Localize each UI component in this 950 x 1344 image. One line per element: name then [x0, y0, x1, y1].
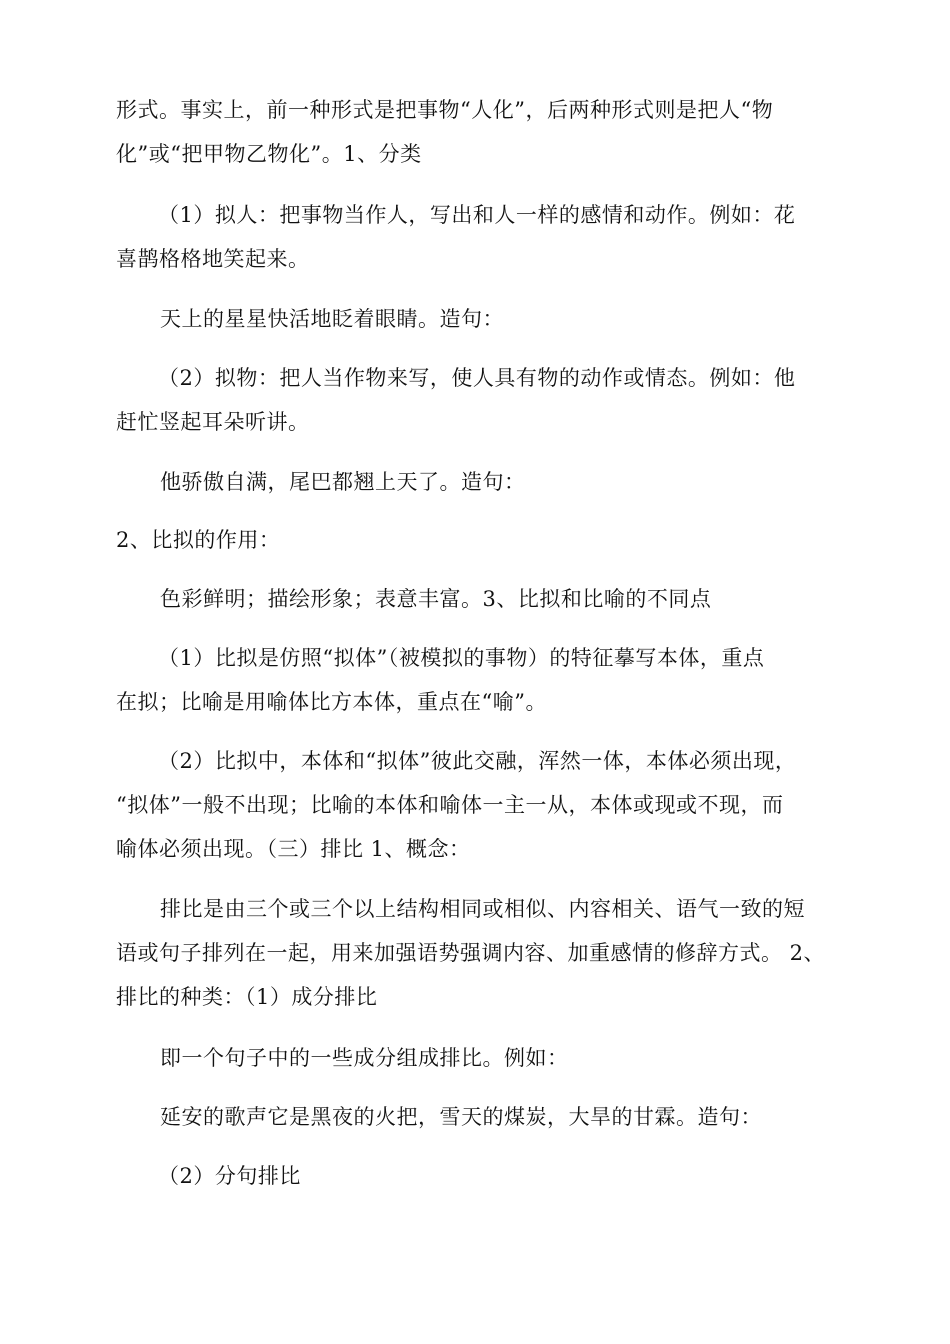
paragraph-1: [116, 88, 838, 176]
text-line: 化”或“把甲物乙物化”。1、分类: [116, 142, 422, 166]
text-line: 色彩鲜明；描绘形象；表意丰富。3、比拟和比喻的不同点: [160, 587, 712, 611]
text-line: 喜鹊格格地笑起来。: [116, 247, 310, 271]
paragraph-10: [116, 887, 838, 1019]
paragraph-3: [116, 297, 838, 341]
paragraph-6: [116, 518, 838, 562]
text-line: 即一个句子中的一些成分组成排比。例如：: [160, 1046, 569, 1070]
text-line: “拟体”一般不出现；比喻的本体和喻体一主一从，本体或现或不现，而: [116, 793, 784, 817]
text-line: 排比是由三个或三个以上结构相同或相似、内容相关、语气一致的短: [160, 897, 805, 921]
text-line: 赶忙竖起耳朵听讲。: [116, 410, 310, 434]
text-line: 天上的星星快活地眨着眼睛。造句：: [160, 307, 504, 331]
text-line: 形式。事实上，前一种形式是把事物“人化”，后两种形式则是把人“物: [116, 98, 774, 122]
text-line: 2、比拟的作用：: [116, 528, 281, 552]
paragraph-12: [116, 1095, 838, 1139]
paragraph-13: [116, 1154, 838, 1198]
paragraph-5: [116, 460, 838, 504]
text-line: （1）比拟是仿照“拟体”（被模拟的事物）的特征摹写本体，重点: [158, 646, 765, 670]
text-line: 他骄傲自满，尾巴都翘上天了。造句：: [160, 470, 526, 494]
paragraph-2: [116, 193, 838, 281]
text-line: 延安的歌声它是黑夜的火把，雪天的煤炭，大旱的甘霖。造句：: [160, 1105, 762, 1129]
text-line: （1）拟人：把事物当作人，写出和人一样的感情和动作。例如：花: [158, 203, 796, 227]
paragraph-9: [116, 739, 838, 871]
text-line: 语或句子排列在一起，用来加强语势强调内容、加重感情的修辞方式。 2、: [116, 941, 826, 965]
paragraph-7: [116, 577, 838, 621]
paragraph-8: [116, 636, 838, 724]
paragraph-11: [116, 1036, 838, 1080]
text-line: （2）比拟中，本体和“拟体”彼此交融，浑然一体，本体必须出现，: [158, 749, 797, 773]
text-line: 在拟；比喻是用喻体比方本体，重点在“喻”。: [116, 690, 547, 714]
text-line: （2）拟物：把人当作物来写，使人具有物的动作或情态。例如：他: [158, 366, 796, 390]
text-line: 喻体必须出现。（三）排比 1、概念：: [116, 837, 471, 861]
text-line: （2）分句排比: [158, 1164, 301, 1188]
paragraph-4: [116, 356, 838, 444]
text-line: 排比的种类：（1）成分排比: [116, 985, 378, 1009]
